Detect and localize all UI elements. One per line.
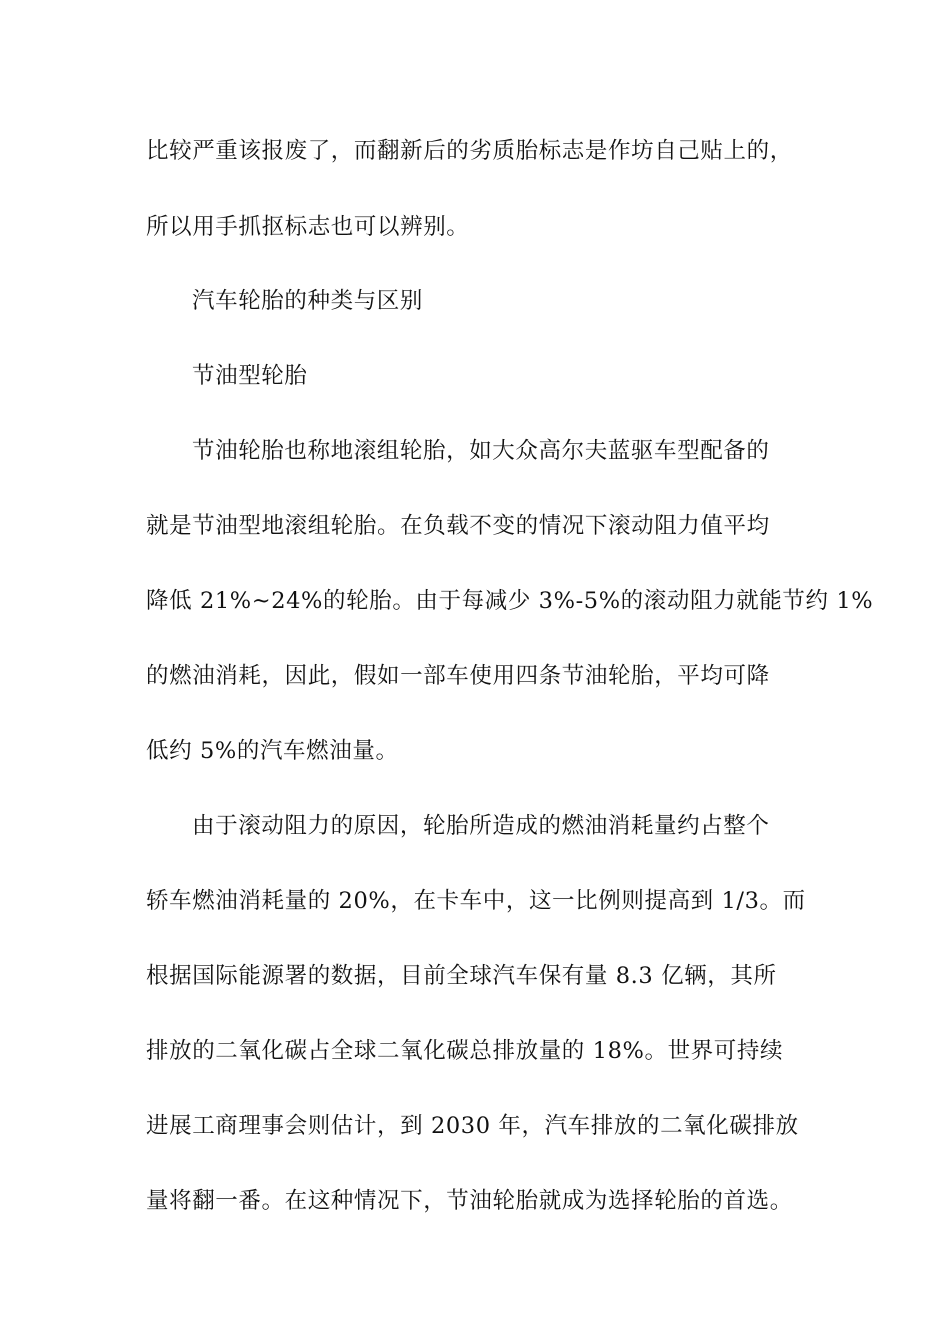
paragraph-line: 由于滚动阻力的原因，轮胎所造成的燃油消耗量约占整个: [192, 813, 770, 839]
paragraph-line: 比较严重该报废了，而翻新后的劣质胎标志是作坊自己贴上的，: [146, 138, 793, 164]
paragraph-line: 降低 21%~24%的轮胎。由于每减少 3%-5%的滚动阻力就能节约 1%: [146, 588, 874, 614]
paragraph-line: 量将翻一番。在这种情况下，节油轮胎就成为选择轮胎的首选。: [146, 1188, 793, 1214]
paragraph-line: 节油轮胎也称地滚组轮胎，如大众高尔夫蓝驱车型配备的: [192, 438, 770, 464]
paragraph-line: 进展工商理事会则估计，到 2030 年，汽车排放的二氧化碳排放: [146, 1113, 799, 1139]
section-heading: 汽车轮胎的种类与区别: [192, 288, 424, 314]
paragraph-line: 所以用手抓抠标志也可以辨别。: [146, 214, 470, 240]
paragraph-line: 的燃油消耗，因此，假如一部车使用四条节油轮胎，平均可降: [146, 663, 770, 689]
paragraph-line: 轿车燃油消耗量的 20%，在卡车中，这一比例则提高到 1/3。而: [146, 888, 806, 914]
paragraph-line: 排放的二氧化碳占全球二氧化碳总排放量的 18%。世界可持续: [146, 1038, 784, 1064]
paragraph-line: 根据国际能源署的数据，目前全球汽车保有量 8.3 亿辆，其所: [146, 963, 777, 989]
subsection-heading: 节油型轮胎: [192, 363, 308, 389]
paragraph-line: 就是节油型地滚组轮胎。在负载不变的情况下滚动阻力值平均: [146, 513, 770, 539]
paragraph-line: 低约 5%的汽车燃油量。: [146, 738, 399, 764]
